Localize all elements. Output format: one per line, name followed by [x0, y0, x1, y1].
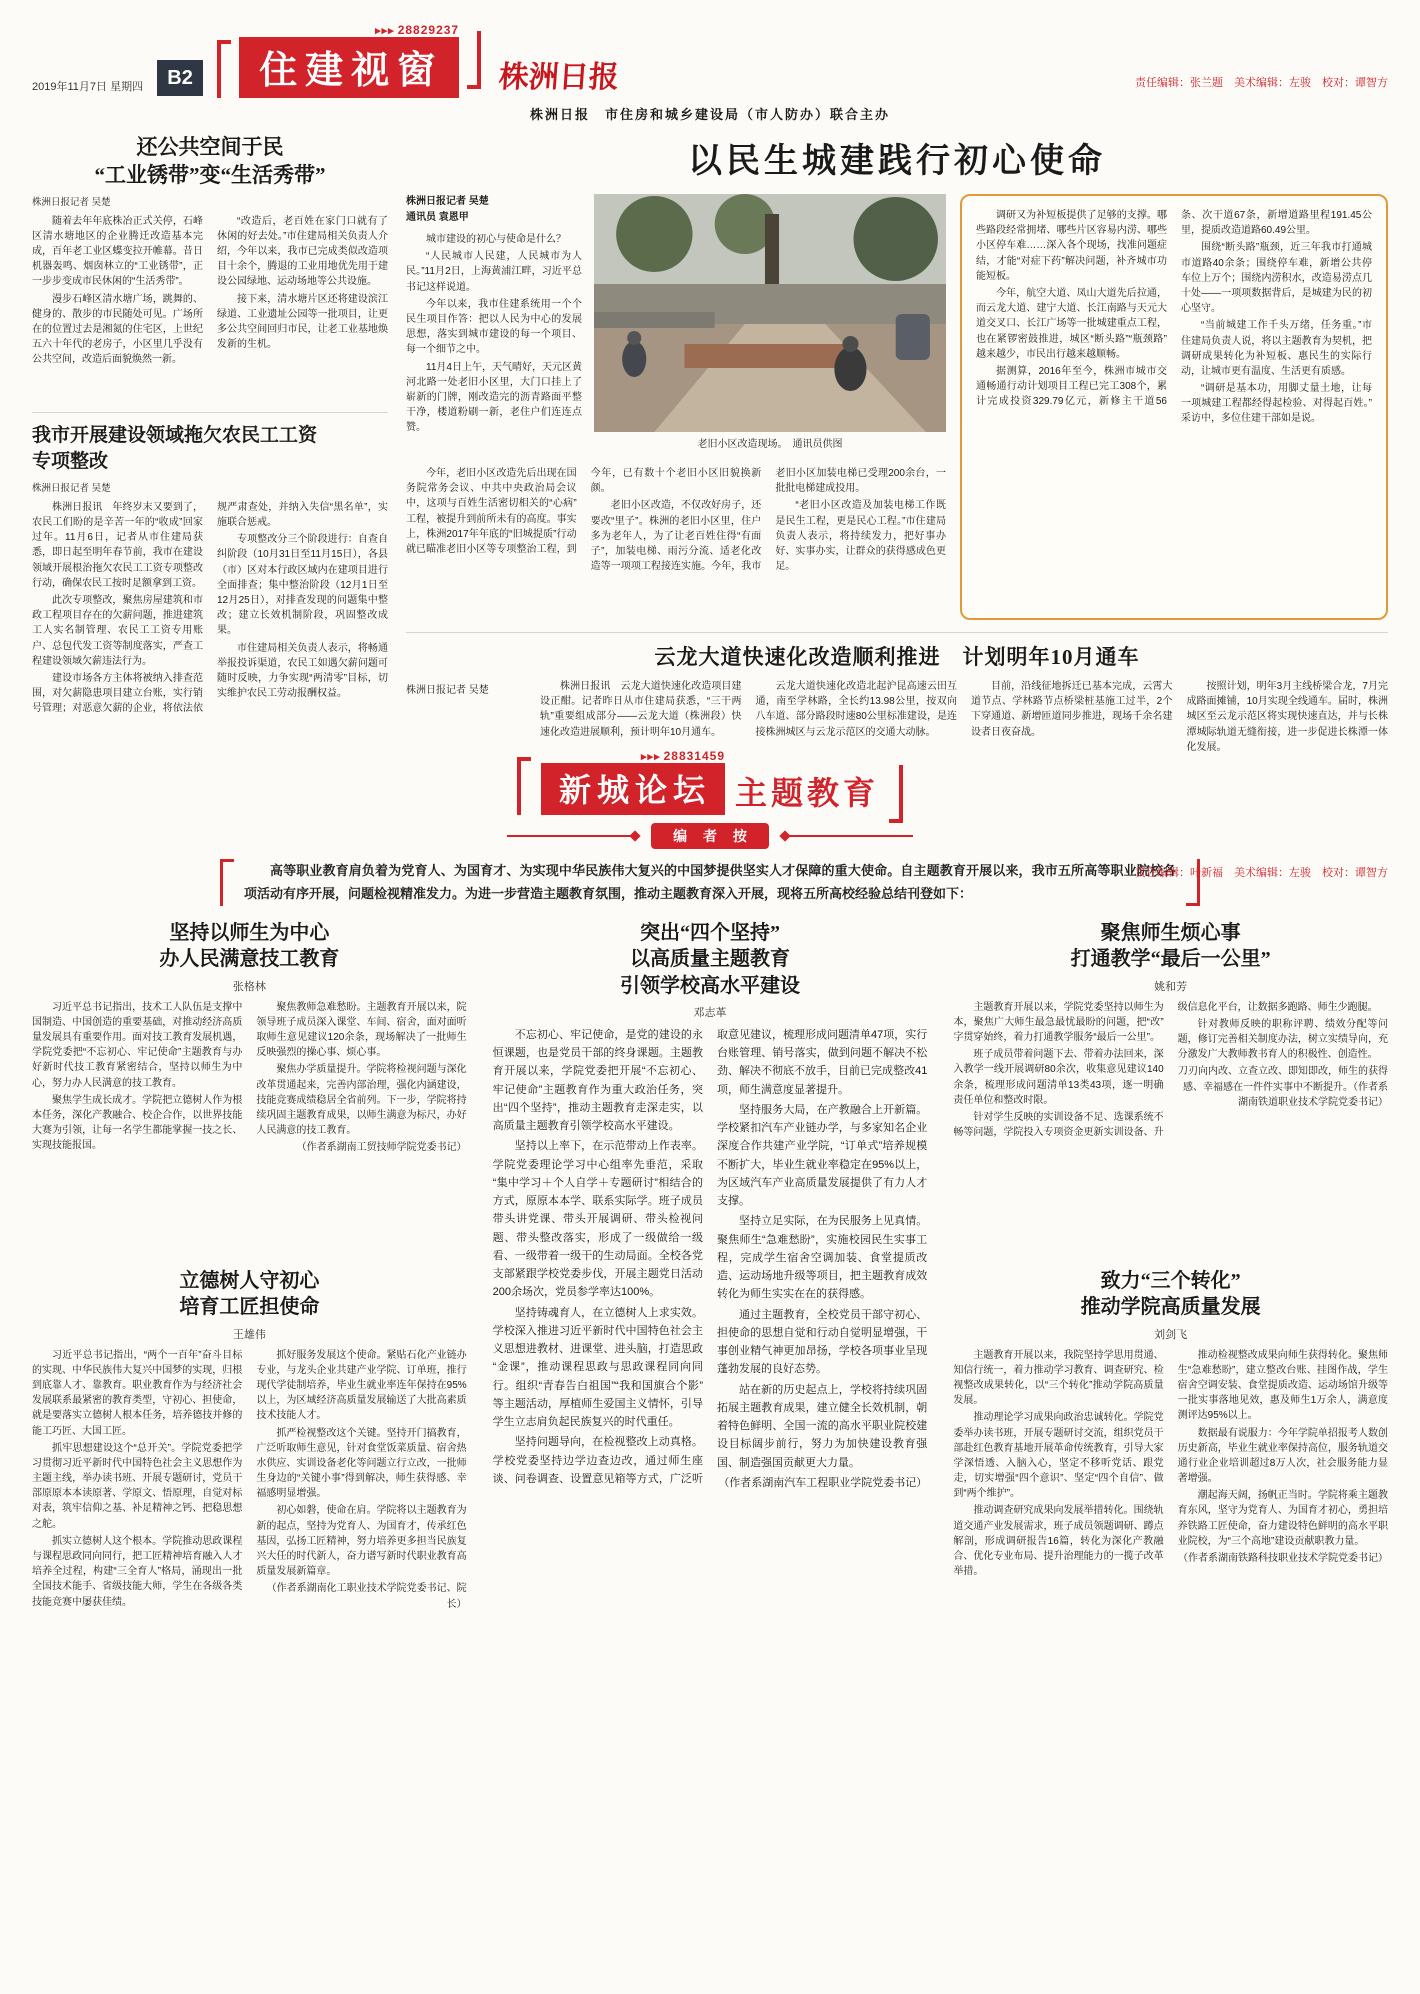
article-main-livelihood — [406, 133, 1388, 620]
article-title: 还公共空间于民 “工业锈带”变“生活秀带” — [94, 135, 326, 188]
article-body: 株洲日报讯 年终岁末又要到了，农民工们盼的是辛苦一年的“收成”回家过年。11月6日，记者从市住建局获悉，即日起至明年春节前，我市在建设领域开展根治拖欠农民工工资专项整改行动，确保农民工按时足额拿到工资。 此次专项整改，聚焦房屋建筑和市政工程项目存在的欠薪问题，推进建筑工人实名制管理、农民工工资专用账户、总包代发工资等制度落实，严查工程建设领域欠薪违法行为。 建设市场各方主体将被纳入排查范围，对欠薪隐患项目建立台账，实行销号管理；对恶意欠薪的企业，将依法依规严肃查处，并纳入失信“黑名单”，实施联合惩戒。 专项整改分三个阶段进行：自查自纠阶段（10月31日至11月15日），各县（市）区对本行政区域内在建项目进行全面排查；集中整治阶段（12月1日至12月25日），对排查发现的问题集中整改；建立长效机制阶段，巩固整改成果。 市住建局相关负责人表示，将畅通举报投诉渠道，农民工如遇欠薪问题可随时反映，力争实现“两清零”目标，切实维护农民工劳动报酬权益。 — [32, 501, 388, 715]
essay-zhanggelin — [32, 920, 467, 1256]
byline: 株洲日报记者 吴楚 — [406, 685, 489, 696]
essay-yaohefang — [953, 920, 1388, 1256]
right-column — [406, 133, 1388, 771]
editor-credits: 责任编辑：张兰题 美术编辑：左骏 校对：谭智方 — [1135, 77, 1388, 89]
essay-body: 主题教育开展以来，学院党委坚持以师生为本，聚焦广大师生最急最忧最盼的问题，把“改”字贯穿始终，着力打通教学服务“最后一公里”。 班子成员带着问题下去、带着办法回来，深入教学一线开展调研80余次，收集意见建议140余条，梳理形成问题清单13类43项，逐一明确责任单位和整改时限。 针对学生反映的实训设备不足、选课系统不畅等问题，学院投入专项资金更新实训设备、升级信息化平台，让数据多跑路、师生少跑腿。 针对教师反映的职称评聘、绩效分配等问题，修订完善相关制度办法，树立实绩导向，充分激发广大教师教书育人的积极性、创造性。 刀刃向内改、立查立改、即知即改，师生的获得感、幸福感在一件件实事中不断提升。（作者系湖南铁道职业技术学院党委书记） — [953, 1001, 1388, 1139]
section-title: 住建视窗 — [239, 37, 459, 98]
essays-section — [32, 920, 1388, 1932]
article-title: 我市开展建设领域拖欠农民工工资 专项整改 — [32, 424, 318, 473]
decorative-line-icon — [783, 835, 913, 837]
sidebar-box-body: 调研又为补短板提供了足够的支撑。哪些路段经常拥堵、哪些片区容易内涝、哪些小区停车难……深入各个现场，找准问题症结，才能“对症下药”解决问题，补齐城市功能短板。 今年，航空大道、凤山大道先后拉通，而云龙大道、建宁大道、长江南路与天元大道交叉口、长江广场等一批城建重点工程，也在紧锣密鼓推进，城区“断头路”“瓶颈路”越来越少，市民出行越来越顺畅。 据测算，2016年至今，株洲市城市交通畅通行动计划项目工程已完工308个，累计完成投资329.79亿元，新修主干道56条、次干道67条，新增道路里程191.45公里，提质改造道路60.49公里。 围绕“断头路”瓶颈，近三年我市打通城市道路40余条；围绕停车难，新增公共停车位上万个；围绕内涝积水，改造易涝点几十处——一项项数据背后，是城建为民的初心坚守。 “当前城建工作千头万绪，任务重。”市住建局负责人说，将以主题教育为契机，把调研成果转化为补短板、惠民生的实际行动，让城市更有温度、生活更有质感。 “调研是基本功，用脚丈量土地，让每一项城建工程都经得起检验、对得起百姓。”采访中，多位住建干部如是说。 — [976, 210, 1372, 425]
editors-note-text: 高等职业教育肩负着为党育人、为国育才、为实现中华民族伟大复兴的中国梦提供坚实人才保障的重大使命。自主题教育开展以来，我市五所高等职业院校各项活动有序开展，问题检视精准发力。为进一步营造主题教育氛围，推动主题教育深入开展，现将五所高校经验总结刊登如下： — [244, 863, 1176, 902]
essay-author: 张格林 — [232, 980, 266, 993]
organizer-line: 株洲日报 市住房和城乡建设局（市人防办）联合主办 — [529, 107, 890, 122]
section-phone: ▸▸▸ 28829237 — [375, 23, 459, 37]
article-title: 云龙大道快速化改造顺利推进 计划明年10月通车 — [654, 645, 1140, 669]
article-body-col1: 城市建设的初心与使命是什么？ “人民城市人民建，人民城市为人民。”11月2日，上海黄浦江畔，习近平总书记这样说道。 今年以来，我市住建系统用一个个民生项目作答：把以人民为中心的发展思想，落实到城市建设的每一个项目、每一个细节之中。 11月4日上午，天气晴好，天元区黄河北路一处老旧小区里，大门口挂上了崭新的门牌，刚改造完的沥青路面平整干净，楼道粉刷一新，老住户们连连点赞。 — [406, 234, 582, 434]
essay-title: 致力“三个转化” 推动学院高质量发展 — [1080, 1269, 1261, 1319]
article-body: 株洲日报讯 云龙大道快速化改造项目建设正酣。记者昨日从市住建局获悉，“三干两轨”重要组成部分——云龙大道（株洲段）快速化改造进展顺利，预计明年10月通车。 云龙大道快速化改造北起沪昆高速云田互通，南至学林路，全长约13.98公里，按双向八车道、部分路段时速80公里标准建设，是连接株洲城区与云龙示范区的交通大动脉。 目前，沿线征地拆迁已基本完成，云霄大道节点、学林路节点桥梁桩基施工过半，2个下穿通道、新增匝道同步推进，现场千余名建设者日夜奋战。 按照计划，明年3月主线桥梁合龙，7月完成路面摊铺，10月实现全线通车。届时，株洲城区至云龙示范区将实现快速直达，并与长株潭城际轨道无缝衔接，进一步促进长株潭一体化发展。 — [540, 681, 1388, 753]
bracket-left-icon — [517, 757, 531, 815]
essay-body: 不忘初心、牢记使命，是党的建设的永恒课题，也是党员干部的终身课题。主题教育开展以来，学院党委把开展“不忘初心、牢记使命”主题教育作为重大政治任务，突出“四个坚持”，推动主题教育走深走实，以高质量主题教育引领学校高水平建设。 坚持以上率下，在示范带动上作表率。学院党委理论学习中心组率先垂范，采取“集中学习＋个人自学＋专题研讨”相结合的方式，原原本本学、联系实际学。班子成员带头讲党课、带头开展调研、带头检视问题、带头整改落实，形成了一级做给一级看、一级带着一级干的生动局面。全校各党支部紧跟学校党委步伐，开展主题党日活动200余场次，党员参学率达100%。 坚持铸魂育人，在立德树人上求实效。学校深入推进习近平新时代中国特色社会主义思想进教材、进课堂、进头脑，打造思政“金课”，推动课程思政与思政课程同向同行。组织“青春告白祖国”“我和国旗合个影”等主题活动，厚植师生爱国主义情怀，引导学生立志肩负起民族复兴的时代重任。 坚持问题导向，在检视整改上动真格。学校党委坚持边学边查边改，通过师生座谈、问卷调查、设置意见箱等方式，广泛听取意见建议，梳理形成问题清单47项，实行台账管理、销号落实，做到问题不解决不松劲、解决不彻底不放手，目前已完成整改41项，师生满意度显著提升。 坚持服务大局，在产教融合上开新篇。学校紧扣汽车产业链办学，与多家知名企业深度合作共建产业学院，“订单式”培养规模不断扩大，毕业生就业率稳定在95%以上，为区域汽车产业高质量发展提供了有力人才支撑。 坚持立足实际，在为民服务上见真情。聚焦师生“急难愁盼”，实施校园民生实事工程，完成学生宿舍空调加装、食堂提质改造、运动场地升级等项目，把主题教育成效转化为师生实实在在的获得感。 通过主题教育，全校党员干部守初心、担使命的思想自觉和行动自觉明显增强，干事创业精气神更加昂扬，学校各项事业呈现蓬勃发展的良好态势。 站在新的历史起点上，学校将持续巩固拓展主题教育成果，建立健全长效机制，朝着特色鲜明、全国一流的高水平职业院校建设目标阔步前行，努力为加快建设教育强国、制造强国贡献更大力量。 （作者系湖南汽车工程职业学院党委书记） — [492, 1028, 928, 1489]
masthead — [32, 23, 1388, 127]
forum-section-header — [32, 749, 1388, 906]
essay-body: 习近平总书记指出，技术工人队伍是支撑中国制造、中国创造的重要基础，对推动经济高质量发展具有重要作用。面对技工教育发展机遇，学院党委把“不忘初心、牢记使命”主题教育与办好新时代技工教育紧密结合，坚持以师生为中心，努力办人民满意的技工教育。 聚焦学生成长成才。学院把立德树人作为根本任务，深化产教融合、校企合作，以世界技能大赛为引领，让每一名学生都能掌握一技之长、实现技能报国。 聚焦教师急难愁盼。主题教育开展以来，院领导班子成员深入课堂、车间、宿舍，面对面听取师生意见建议120余条，现场解决了一批师生反映强烈的操心事、烦心事。 聚焦办学质量提升。学院将检视问题与深化改革贯通起来，完善内部治理，强化内涵建设，技能竞赛成绩稳居全省前列。下一步，学院将持续巩固主题教育成果，以师生满意为标尺，办好人民满意的技工教育。 （作者系湖南工贸技师学院党委书记） — [32, 1001, 467, 1154]
article-body-below: 今年，老旧小区改造先后出现在国务院常务会议、中共中央政治局会议中，这项与百姓生活密切相关的“心病”工程，被提升到前所未有的高度。事实上，株洲2017年年底的“旧城提质”行动就已瞄准老旧小区等专项整治工程，到今年，已有数十个老旧小区旧貌换新颜。 老旧小区改造，不仅改好房子，还要改“里子”。株洲的老旧小区里，住户多为老年人，为了让老百姓住得“有面子”，加装电梯、雨污分流、适老化改造等一项项工程接连实施。今年，我市老旧小区加装电梯已受理200余台，一批批电梯建成投用。 “老旧小区改造及加装电梯工作既是民生工程，更是民心工程。”市住建局负责人表示，将持续发力，把好事办好、实事办实，让群众的获得感成色更足。 — [406, 468, 946, 573]
news-photo — [594, 194, 946, 432]
essay-body: 习近平总书记指出，“两个一百年”奋斗目标的实现、中华民族伟大复兴中国梦的实现，归根到底靠人才、靠教育。职业教育作为与经济社会发展联系最紧密的教育类型，守初心、担使命，就是要落实立德树人根本任务，培养德技并修的能工巧匠、大国工匠。 抓牢思想建设这个“总开关”。学院党委把学习贯彻习近平新时代中国特色社会主义思想作为主题主线，举办读书班、开展专题研讨，党员干部原原本本读原著、学原文、悟原理，自觉对标对表，筑牢信仰之基、补足精神之钙、把稳思想之舵。 抓实立德树人这个根本。学院推动思政课程与课程思政同向同行，把工匠精神培育融入人才培养全过程，构建“三全育人”格局，涌现出一批全国技术能手、省级技能大师，学生在各级各类技能竞赛中屡获佳绩。 抓好服务发展这个使命。紧贴石化产业链办专业，与龙头企业共建产业学院、订单班，推行现代学徒制培养，毕业生就业率连年保持在95%以上，为区域经济高质量发展输送了大批高素质技术技能人才。 抓严检视整改这个关键。坚持开门搞教育，广泛听取师生意见，针对食堂饭菜质量、宿舍热水供应、实训设备老化等问题立行立改，一批师生身边的“关键小事”得到解决，师生获得感、幸福感明显增强。 初心如磐，使命在肩。学院将以主题教育为新的起点，坚持为党育人、为国育才，传承红色基因，弘扬工匠精神，努力培养更多担当民族复兴大任的时代新人，奋力谱写新时代职业教育高质量发展新篇章。 （作者系湖南化工职业技术学院党委书记、院长） — [32, 1349, 467, 1610]
article-wage-rectification — [32, 423, 388, 762]
essay-column-1 — [32, 920, 467, 1932]
article-body: 随着去年年底株冶正式关停，石峰区清水塘地区的企业腾迁改造基本完成，百年老工业区蝶变拉开帷幕。昔日机器轰鸣、烟囱林立的“工业锈带”，正一步步变成市民休闲的“生活秀带”。 漫步石峰区清水塘广场，跳舞的、健身的、散步的市民随处可见。广场所在的位置过去是湘氮的住宅区，上世纪五六十年代的老房子，小区里几乎没有公共空间，改造后面貌焕然一新。 “改造后，老百姓在家门口就有了休闲的好去处。”市住建局相关负责人介绍，今年以来，我市已完成类似改造项目十余个，腾退的工业用地优先用于建设公园绿地、运动场地等公共设施。 接下来，清水塘片区还将建设滨江绿道、工业遗址公园等一批项目，让更多公共空间回归市民，让老工业基地焕发新的生机。 — [32, 215, 388, 366]
left-column — [32, 133, 388, 771]
note-bracket-left-icon — [220, 859, 234, 906]
editors-note — [220, 859, 1200, 906]
essay-title: 突出“四个坚持” 以高质量主题教育 引领学校高水平建设 — [619, 921, 800, 997]
newspaper-logo: 株洲日报 — [497, 61, 621, 94]
date-line: 2019年11月7日 星期四 — [32, 81, 144, 93]
byline: 株洲日报记者 吴楚 — [32, 196, 111, 208]
sidebar-research-box — [960, 194, 1388, 620]
forum-title: 新城论坛 — [541, 763, 725, 815]
editors-note-label-row — [32, 823, 1388, 849]
essay-body: 主题教育开展以来，我院坚持学思用贯通、知信行统一，着力推动学习教育、调查研究、检视整改成果转化，以“三个转化”推动学院高质量发展。 推动理论学习成果向政治忠诚转化。学院党委举办读书班，开展专题研讨交流，组织党员干部赴红色教育基地开展革命传统教育，引导大家学深悟透、入脑入心，坚定不移听党话、跟党走，切实增强“四个意识”、坚定“四个自信”、做到“两个维护”。 推动调查研究成果向发展举措转化。围绕轨道交通产业发展需求，班子成员领题调研、蹲点解剖，形成调研报告16篇，转化为深化产教融合、优化专业布局、提升治理能力的一揽子改革举措。 推动检视整改成果向师生获得转化。聚焦师生“急难愁盼”，建立整改台账、挂图作战，学生宿舍空调安装、食堂提质改造、运动场馆升级等一批实事落地见效，惠及师生1万余人，满意度测评达95%以上。 数据最有说服力：今年学院单招报考人数创历史新高，毕业生就业率保持高位，服务轨道交通行业企业培训超过8万人次，社会服务能力显著增强。 潮起海天阔，扬帆正当时。学院将乘主题教育东风，坚守为党育人、为国育才初心，勇担培养铁路工匠使命，奋力建设特色鲜明的高水平职业院校，为“三个高地”建设贡献职教力量。 （作者系湖南铁路科技职业技术学院党委书记） — [953, 1349, 1388, 1578]
byline: 株洲日报记者 吴楚 通讯员 袁恩甲 — [406, 196, 489, 223]
article-rust-belt — [32, 133, 388, 413]
bracket-right-icon — [889, 765, 903, 823]
essay-title: 聚焦师生烦心事 打通教学“最后一公里” — [1070, 921, 1271, 971]
editors-note-badge: 编 者 按 — [651, 823, 769, 849]
essay-author: 邓志革 — [693, 1006, 727, 1019]
essay-title: 立德树人守初心 培育工匠担使命 — [179, 1269, 320, 1319]
byline: 株洲日报记者 吴楚 — [32, 482, 111, 494]
essay-wangxiongwei — [32, 1268, 467, 1932]
essay-column-2 — [493, 920, 928, 1932]
essay-author: 王雄伟 — [232, 1328, 266, 1341]
bracket-left-icon — [217, 40, 231, 98]
decorative-line-icon — [507, 835, 637, 837]
essay-column-3 — [953, 920, 1388, 1932]
top-section — [32, 133, 1388, 753]
photo-caption: 老旧小区改造现场。 通讯员供图 — [697, 439, 843, 450]
forum-credits: 责任编辑：叶新福 美术编辑：左骏 校对：谭智方 — [1135, 866, 1388, 879]
main-headline: 以民生城建践行初心使命 — [688, 143, 1106, 180]
forum-topic: 主题教育 — [735, 775, 880, 811]
page-number-badge: B2 — [157, 60, 203, 96]
section-banner — [217, 23, 625, 98]
essay-title: 坚持以师生为中心 办人民满意技工教育 — [159, 921, 340, 971]
essay-author: 姚和芳 — [1154, 980, 1188, 993]
essay-dengzhige — [493, 920, 928, 1932]
essay-liujianfei — [953, 1268, 1388, 1932]
essay-author: 刘剑飞 — [1154, 1328, 1188, 1341]
photo-block — [594, 194, 946, 458]
bracket-right-icon — [467, 31, 481, 89]
forum-phone: ▸▸▸ 28831459 — [641, 749, 725, 763]
